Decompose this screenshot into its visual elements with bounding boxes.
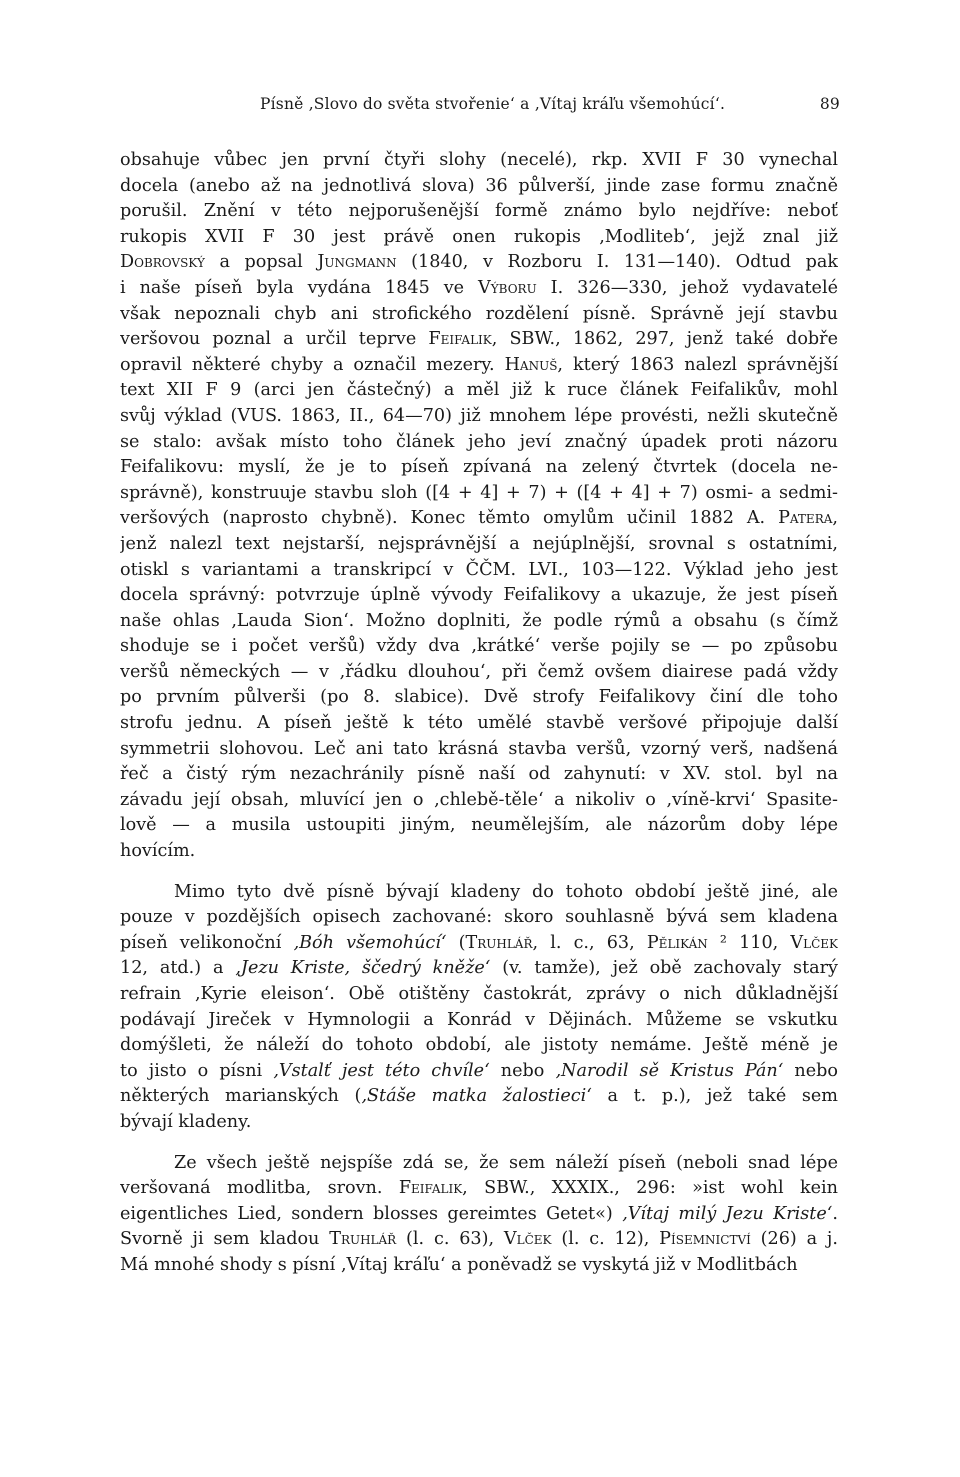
text-line xyxy=(120,956,838,982)
text-run: , který 1863 nalezl správnější xyxy=(557,354,838,375)
page-number: 89 xyxy=(819,95,840,113)
song-title: ‚Vítaj milý Jezu Kriste‘ xyxy=(622,1203,833,1224)
running-title: Písně ‚Slovo do světa stvořenie‘ a ‚Vítaj kráľu všemohúcí‘. xyxy=(260,95,726,113)
text-run: (l. c. 63), xyxy=(396,1229,504,1250)
text-line xyxy=(120,1253,838,1279)
text-run: Má mnohé shody s písní ‚Vítaj kráľu‘ a poněvadž se vyskytá již v Modlitbách xyxy=(120,1254,798,1275)
text-run: 12, atd.) a xyxy=(120,958,236,979)
text-line xyxy=(120,558,838,584)
author-name: Vlček xyxy=(503,1229,552,1250)
paragraph xyxy=(120,148,838,865)
text-run: však nepoznali chyb ani strofického rozdělení písně. Správně její stavbu xyxy=(120,303,838,324)
text-line xyxy=(120,711,838,737)
text-run: (l. c. 12), xyxy=(551,1229,660,1250)
song-title: ‚Jezu Kriste, ščedrý kněže‘ xyxy=(235,958,491,979)
text-run: veršových (naprosto chybně). Konec těmto omylům učinil 1882 A. xyxy=(120,508,779,529)
text-line xyxy=(120,199,838,225)
text-run: Ze všech ještě nejspíše zdá se, že sem náleží píseň (neboli snad lépe xyxy=(174,1152,838,1173)
text-run: to jisto o písni xyxy=(120,1060,274,1081)
text-line xyxy=(120,404,838,430)
author-name: Patera xyxy=(778,508,833,529)
paragraph-gap xyxy=(120,865,838,880)
text-run: ² 110, xyxy=(707,932,791,953)
text-line xyxy=(120,931,838,957)
text-run: , SBW., 1862, 297, jenž také dobře xyxy=(491,329,838,350)
text-run: (1840, v Rozboru I. 131—140). Odtud pak xyxy=(396,252,838,273)
author-name: Výboru xyxy=(478,277,537,298)
paragraph-gap xyxy=(120,1136,838,1151)
text-line xyxy=(120,1202,838,1228)
paragraph xyxy=(120,880,838,1136)
text-line xyxy=(120,481,838,507)
text-line xyxy=(120,609,838,635)
text-line xyxy=(120,1176,838,1202)
text-run: Feifalikovu: myslí, že je to píseň zpívaná na zelený čtvrtek (docela ne- xyxy=(120,457,838,478)
text-run: řeč a čistý rým nezachránily písně naší od zahynutí: v XV. stol. byl na xyxy=(120,764,838,785)
text-run: text XII F 9 (arci jen částečný) a měl již k ruce článek Feifalikův, mohl xyxy=(120,380,838,401)
song-title: ‚Bóh všemohúcí‘ xyxy=(293,932,447,953)
text-line xyxy=(120,839,838,865)
text-line xyxy=(120,583,838,609)
text-run: i naše píseň byla vydána 1845 ve xyxy=(120,277,479,298)
text-line xyxy=(120,353,838,379)
text-run: shoduje se i počet veršů) vždy dva ‚krátké‘ verše pojily se — po způsobu xyxy=(120,636,838,657)
text-run: (26) a j. xyxy=(750,1229,838,1250)
text-line xyxy=(120,455,838,481)
text-line xyxy=(120,1151,838,1177)
text-run: se stalo: avšak místo toho článek jeho jeví značný úpadek proti názoru xyxy=(120,431,838,452)
author-name: Feifalik xyxy=(398,1178,463,1199)
text-line xyxy=(120,813,838,839)
text-run: porušil. Znění v této nejporušenější formě známo bylo nejdříve: neboť xyxy=(120,201,838,222)
author-name: Truhlář xyxy=(329,1229,397,1250)
text-line xyxy=(120,1059,838,1085)
text-run: podávají Jireček v Hymnologii a Konrád v Dějinách. Můžeme se vskutku xyxy=(120,1009,838,1030)
text-run: (v. tamže), jež obě zachovaly starý xyxy=(490,958,838,979)
text-run: pouze v pozdějších opisech zachované: skoro souhlasně bývá sem kladena xyxy=(120,907,838,928)
text-line xyxy=(120,685,838,711)
author-name: Vlček xyxy=(790,932,838,953)
text-line xyxy=(120,302,838,328)
text-run: domýšleti, že náleží do tohoto období, ale jistoty nemáme. Ještě méně je xyxy=(120,1035,838,1056)
song-title: ‚Narodil sě Kristus Pán‘ xyxy=(555,1060,784,1081)
author-name: Truhlář xyxy=(465,932,533,953)
text-line xyxy=(120,225,838,251)
text-line xyxy=(120,634,838,660)
text-run: jenž nalezl text nejstarší, nejsprávnější a nejúplnější, srovnal s ostatními, xyxy=(120,533,838,554)
text-run: svůj výklad (VUS. 1863, II., 64—70) již mnohem lépe provésti, nežli skutečně xyxy=(120,405,838,426)
text-run: ( xyxy=(446,932,466,953)
text-run: . xyxy=(832,1203,838,1224)
author-name: Dobrovský xyxy=(120,252,205,273)
text-run: po prvním půlverši (po 8. slabice). Dvě strofy Feifalikovy činí dle toho xyxy=(120,687,838,708)
text-run: závadu její obsah, mluvící jen o ‚chlebě-těle‘ a nikoliv o ‚víně-krvi‘ Spasite- xyxy=(120,789,838,810)
text-run: docela (anebo až na jednotlivá slova) 36 půlverší, jinde zase formu značně xyxy=(120,175,838,196)
text-line xyxy=(120,327,838,353)
text-run: eigentliches Lied, sondern blosses gereimtes Getet«) xyxy=(120,1203,623,1224)
text-line xyxy=(120,1227,838,1253)
author-name: Pělikán xyxy=(646,932,708,953)
text-run: bývají kladeny. xyxy=(120,1111,252,1132)
text-run: Svorně ji sem kladou xyxy=(120,1229,330,1250)
text-line xyxy=(120,276,838,302)
song-title: ‚Vstalť jest této chvíle‘ xyxy=(273,1060,490,1081)
text-line xyxy=(120,532,838,558)
text-line xyxy=(120,905,838,931)
text-run: refrain ‚Kyrie eleison‘. Obě otištěny častokrát, zprávy o nich důkladnější xyxy=(120,984,838,1004)
text-run: veršů německých — v ‚řádku dlouhou‘, při čemž ovšem diairese padá vždy xyxy=(120,661,838,682)
text-run: otiskl s variantami a transkripcí v ČČM. LVI., 103—122. Výklad jeho jest xyxy=(120,559,838,580)
text-run: rukopis XVII F 30 jest právě onen rukopis ‚Modliteb‘, jejž znal již xyxy=(120,226,838,247)
text-run: , l. c., 63, xyxy=(532,932,647,953)
song-title: ‚Stáše matka žalostieci‘ xyxy=(361,1086,592,1107)
text-run: obsahuje vůbec jen první čtyři slohy (necelé), rkp. XVII F 30 vynechal xyxy=(120,150,838,170)
text-line xyxy=(120,660,838,686)
text-run: strofu jednu. A píseň ještě k této umělé stavbě veršové připojuje další xyxy=(120,713,838,734)
text-run: píseň velikonoční xyxy=(120,932,294,953)
text-run: opravil některé chyby a označil mezery. xyxy=(120,354,505,375)
text-line xyxy=(120,1110,838,1136)
running-head xyxy=(120,92,840,116)
text-line xyxy=(120,1084,838,1110)
text-run: symmetrii slohovou. Leč ani tato krásná stavba veršů, vzorný verš, nadšená xyxy=(120,738,838,759)
text-run: hovícím. xyxy=(120,841,196,862)
text-line xyxy=(120,762,838,788)
text-run: Mimo tyto dvě písně bývají kladeny do tohoto období ještě jiné, ale xyxy=(174,881,838,902)
text-run: , xyxy=(832,508,838,529)
text-line xyxy=(120,148,838,174)
author-name: Hanuš xyxy=(504,354,558,375)
text-run: některých marianských ( xyxy=(120,1086,362,1107)
text-line xyxy=(120,1008,838,1034)
text-run: a popsal xyxy=(204,252,318,273)
text-run: naše ohlas ‚Lauda Sion‘. Možno doplniti, že podle rýmů a obsahu (s čímž xyxy=(120,610,838,631)
text-run: veršovou poznal a určil teprve xyxy=(120,329,429,350)
text-run: a t. p.), jež také sem xyxy=(591,1086,838,1107)
author-name: Písemnictví xyxy=(659,1229,751,1250)
text-run: veršovaná modlitba, srovn. xyxy=(120,1178,399,1199)
text-line xyxy=(120,982,838,1008)
text-run: docela správný: potvrzuje úplně vývody Feifalikovy a ukazuje, že jest píseň xyxy=(120,585,838,606)
text-run: nebo xyxy=(489,1060,556,1081)
text-run: nebo xyxy=(783,1060,838,1081)
text-line xyxy=(120,1033,838,1059)
text-line xyxy=(120,378,838,404)
text-line xyxy=(120,430,838,456)
author-name: Feifalik xyxy=(428,329,492,350)
text-line xyxy=(120,737,838,763)
text-line xyxy=(120,788,838,814)
text-run: správně), konstruuje stavbu sloh ([4 + 4] + 7) + ([4 + 4] + 7) osmi- a sedmi- xyxy=(120,482,838,503)
text-run: I. 326—330, jehož vydavatelé xyxy=(536,277,838,298)
text-line xyxy=(120,250,838,276)
paragraph xyxy=(120,1151,838,1279)
text-run: lově — a musila ustoupiti jiným, neumělejším, ale názorům doby lépe xyxy=(120,815,838,836)
author-name: Jungmann xyxy=(317,252,397,273)
body-text xyxy=(120,148,838,1279)
text-line xyxy=(120,174,838,200)
text-line xyxy=(120,506,838,532)
text-run: , SBW., XXXIX., 296: »ist wohl kein xyxy=(462,1178,838,1199)
text-line xyxy=(120,880,838,906)
